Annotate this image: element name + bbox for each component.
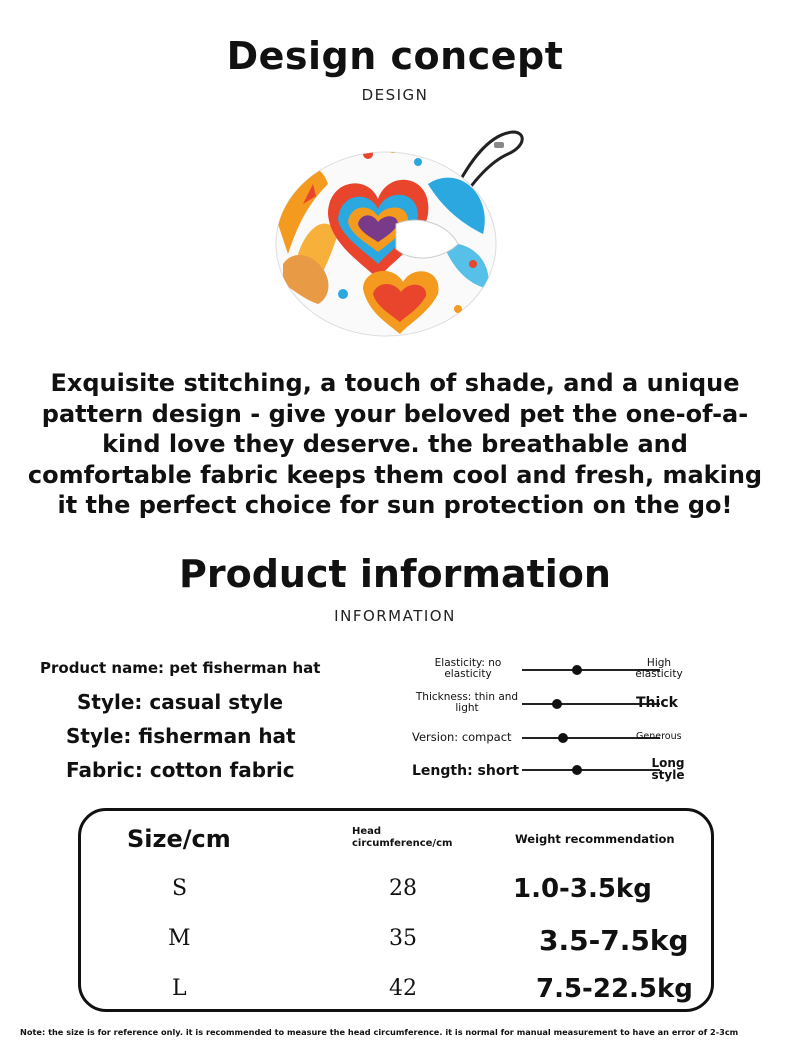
design-title: Design concept — [226, 34, 564, 78]
scale-length-marker — [572, 765, 582, 775]
scale-length-left-label: Length: short — [412, 763, 520, 779]
scale-elasticity-left-label: Elasticity: no elasticity — [434, 657, 502, 680]
weight-header: Weight recommendation — [515, 832, 675, 846]
scale-length-track — [522, 769, 660, 771]
row-l-head: 42 — [389, 976, 417, 1001]
row-s-weight: 1.0-3.5kg — [513, 874, 652, 904]
attribute-fabric: Fabric: cotton fabric — [66, 758, 295, 782]
row-l-weight: 7.5-22.5kg — [536, 974, 693, 1004]
head-circumference-header: Head circumference/cm — [352, 826, 453, 849]
attribute-style-casual: Style: casual style — [77, 690, 284, 714]
fisherman-hat-image — [268, 124, 530, 338]
info-title: Product information — [179, 552, 611, 596]
scale-version-left-label: Version: compact — [412, 730, 512, 744]
attribute-product-name: Product name: pet fisherman hat — [40, 659, 321, 677]
row-l-size: L — [172, 976, 187, 1001]
scale-thickness-marker — [552, 699, 562, 709]
scale-thickness-left-label: Thickness: thin and light — [415, 691, 519, 714]
scale-thickness-right-label: Thick — [636, 695, 678, 711]
scale-version-marker — [558, 733, 568, 743]
scale-version-right-label: Generous — [636, 731, 682, 742]
design-subtitle: DESIGN — [361, 86, 429, 104]
scale-length-right-label: Long style — [651, 756, 685, 782]
size-note: Note: the size is for reference only. it is recommended to measure the head circumference. it is normal for manual measurement to have an error of 2-3cm — [20, 1027, 739, 1037]
row-m-size: M — [168, 926, 191, 951]
size-header: Size/cm — [127, 825, 231, 853]
row-s-size: S — [172, 876, 188, 901]
row-m-head: 35 — [389, 926, 417, 951]
design-description: Exquisite stitching, a touch of shade, and a unique pattern design - give your beloved pet the one-of-a-kind love they deserve. the breathable and comfortable fabric keeps them cool and fresh, making it the perfect choice for sun protection on the go! — [27, 369, 763, 519]
row-m-weight: 3.5-7.5kg — [539, 924, 689, 957]
attribute-style-fisherman: Style: fisherman hat — [66, 724, 296, 748]
info-subtitle: INFORMATION — [334, 607, 456, 625]
scale-elasticity-right-label: High elasticity — [635, 657, 683, 680]
scale-elasticity-marker — [572, 665, 582, 675]
row-s-head: 28 — [389, 876, 417, 901]
